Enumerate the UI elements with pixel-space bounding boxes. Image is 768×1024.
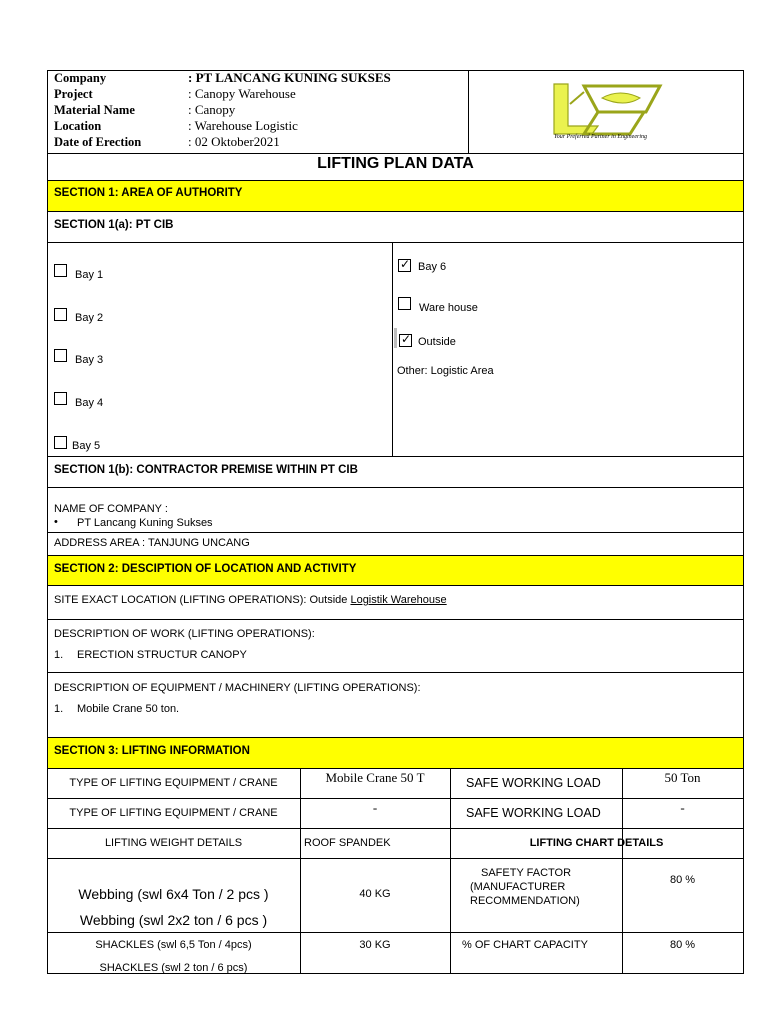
- company-name-value: PT Lancang Kuning Sukses: [77, 517, 213, 529]
- logo-tagline: Your Preferred Partner in Engineering: [554, 134, 647, 140]
- checkbox-bay1[interactable]: [54, 264, 67, 277]
- company-name-label: NAME OF COMPANY :: [54, 503, 168, 515]
- webbing-weight: 40 KG: [359, 888, 391, 900]
- checkbox-outside[interactable]: [399, 334, 412, 347]
- row2-swl-value: -: [680, 800, 685, 815]
- other-area: Other: Logistic Area: [397, 365, 494, 377]
- section1-heading: SECTION 1: AREA OF AUTHORITY: [54, 187, 243, 199]
- safety-factor-line1: SAFETY FACTOR: [481, 867, 572, 879]
- work-number: 1.: [54, 649, 64, 661]
- date-value: : 02 Oktober2021: [188, 134, 280, 149]
- webbing-6x4: Webbing (swl 6x4 Ton / 2 pcs ): [78, 886, 269, 902]
- checkbox-bay6[interactable]: [398, 259, 411, 272]
- bay4-label: Bay 4: [75, 397, 104, 409]
- site-location-prefix: SITE EXACT LOCATION (LIFTING OPERATIONS): Outside: [54, 594, 351, 606]
- checkbox-bay2[interactable]: [54, 308, 67, 321]
- chart-capacity-label: % OF CHART CAPACITY: [462, 939, 588, 951]
- outside-label: Outside: [418, 336, 456, 348]
- equipment-label: DESCRIPTION OF EQUIPMENT / MACHINERY (LIFTING OPERATIONS):: [54, 682, 421, 694]
- company-value: : PT LANCANG KUNING SUKSES: [188, 70, 391, 85]
- row1-equipment-value: Mobile Crane 50 T: [325, 770, 425, 785]
- bullet-icon: •: [54, 516, 58, 528]
- checkbox-bay4[interactable]: [54, 392, 67, 405]
- shackles-weight: 30 KG: [359, 939, 391, 951]
- site-location: [54, 594, 447, 606]
- material-label: Material Name: [54, 103, 135, 117]
- address-area: ADDRESS AREA : TANJUNG UNCANG: [54, 537, 250, 549]
- weight-details-label: LIFTING WEIGHT DETAILS: [104, 837, 243, 849]
- section1a-heading: SECTION 1(a): PT CIB: [54, 219, 174, 231]
- shackles-6-5: SHACKLES (swl 6,5 Ton / 4pcs): [95, 939, 252, 951]
- work-label: DESCRIPTION OF WORK (LIFTING OPERATIONS):: [54, 628, 315, 640]
- material-value: : Canopy: [188, 102, 236, 117]
- bay1-label: Bay 1: [75, 269, 104, 281]
- section2-heading: SECTION 2: DESCIPTION OF LOCATION AND ACTIVITY: [54, 563, 357, 575]
- equipment-number: 1.: [54, 703, 64, 715]
- location-label: Location: [54, 119, 102, 133]
- equipment-item: Mobile Crane 50 ton.: [77, 703, 180, 715]
- checkbox-warehouse[interactable]: [398, 297, 411, 310]
- project-label: Project: [54, 87, 93, 101]
- bay3-label: Bay 3: [75, 354, 104, 366]
- safety-factor-value: 80 %: [669, 874, 696, 886]
- row1-swl-value: 50 Ton: [664, 770, 701, 785]
- safety-factor-line3: RECOMMENDATION): [470, 895, 580, 907]
- work-item: ERECTION STRUCTUR CANOPY: [77, 649, 247, 661]
- webbing-2x2: Webbing (swl 2x2 ton / 6 pcs ): [79, 912, 268, 928]
- section1b-heading: SECTION 1(b): CONTRACTOR PREMISE WITHIN PT CIB: [54, 464, 358, 476]
- row2-equipment-label: TYPE OF LIFTING EQUIPMENT / CRANE: [69, 807, 278, 819]
- site-location-link: Logistik Warehouse: [350, 594, 447, 606]
- shackles-2: SHACKLES (swl 2 ton / 6 pcs): [99, 962, 248, 974]
- chart-capacity-value: 80 %: [669, 939, 696, 951]
- company-label: Company: [54, 71, 107, 85]
- checkbox-bay5[interactable]: [54, 436, 67, 449]
- bay6-label: Bay 6: [418, 261, 447, 273]
- checkbox-bay3[interactable]: [54, 349, 67, 362]
- bay5-label: Bay 5: [72, 440, 101, 452]
- location-value: : Warehouse Logistic: [188, 118, 298, 133]
- section3-heading: SECTION 3: LIFTING INFORMATION: [54, 745, 250, 757]
- cursor-bar: [394, 328, 397, 348]
- row2-equipment-value: -: [372, 800, 378, 815]
- row2-swl-label: SAFE WORKING LOAD: [466, 806, 601, 820]
- lifting-chart-details: LIFTING CHART DETAILS: [529, 837, 664, 849]
- project-value: : Canopy Warehouse: [188, 86, 296, 101]
- row1-equipment-label: TYPE OF LIFTING EQUIPMENT / CRANE: [69, 777, 278, 789]
- company-logo: [540, 78, 670, 146]
- safety-factor-line2: (MANUFACTURER: [470, 881, 566, 893]
- date-label: Date of Erection: [54, 135, 142, 149]
- bay2-label: Bay 2: [75, 312, 104, 324]
- warehouse-label: Ware house: [419, 302, 478, 314]
- page-title: LIFTING PLAN DATA: [317, 155, 474, 172]
- row1-swl-label: SAFE WORKING LOAD: [466, 776, 601, 790]
- roof-spandek: ROOF SPANDEK: [304, 837, 391, 849]
